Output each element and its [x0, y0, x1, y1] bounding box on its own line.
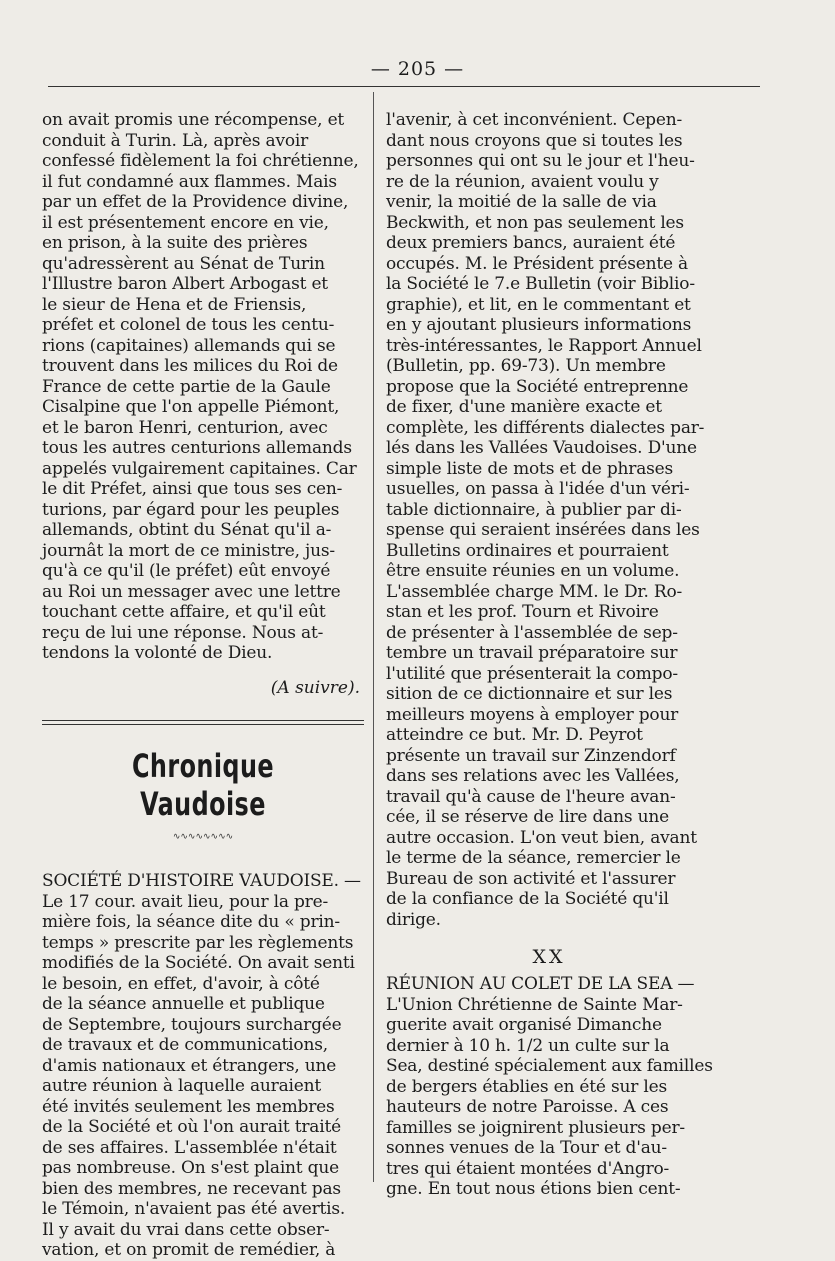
- text-line: sonnes venues de la Tour et d'au-: [386, 1138, 667, 1158]
- text-line: gne. En tout nous étions bien cent-: [386, 1179, 681, 1199]
- text-line: reçu de lui une réponse. Nous at-: [42, 622, 324, 643]
- page-number: — 205 —: [370, 58, 465, 80]
- ornament-wave: ∿∿∿∿∿∿∿∿: [172, 833, 234, 841]
- text-line: de la confiance de la Société qu'il: [386, 889, 669, 909]
- text-line: en y ajoutant plusieurs informations: [386, 315, 692, 335]
- chronique-article: [42, 871, 364, 1261]
- text-line: complète, les différents dialectes par-: [386, 417, 705, 438]
- text-line: conduit à Turin. Là, après avoir: [42, 130, 309, 151]
- text-line: temps » prescrite par les règlements: [42, 932, 354, 953]
- text-line: cée, il se réserve de lire dans une: [386, 807, 669, 827]
- text-line: il est présentement encore en vie,: [42, 212, 329, 233]
- text-line: Beckwith, et non pas seulement les: [386, 212, 684, 233]
- text-line: dernier à 10 h. 1/2 un culte sur la: [386, 1035, 670, 1056]
- text-line: tres qui étaient montées d'Angro-: [386, 1158, 670, 1179]
- text-line: (Bulletin, pp. 69-73). Un membre: [386, 356, 666, 376]
- text-line: et le baron Henri, centurion, avec: [42, 417, 328, 438]
- text-line: de Septembre, toujours surchargée: [42, 1014, 342, 1035]
- article-continuation: [42, 110, 364, 664]
- text-line: le besoin, en effet, d'avoir, à côté: [42, 973, 320, 994]
- text-line: Bureau de son activité et l'assurer: [386, 868, 676, 889]
- text-line: tendons la volonté de Dieu.: [42, 643, 273, 663]
- text-line: l'avenir, à cet inconvénient. Cepen-: [386, 110, 683, 130]
- text-line: de ses affaires. L'assemblée n'était: [42, 1137, 337, 1158]
- text-line: tous les autres centurions allemands: [42, 438, 352, 458]
- text-line: présente un travail sur Zinzendorf: [386, 745, 676, 766]
- text-line: mière fois, la séance dite du « prin-: [42, 912, 340, 932]
- text-line: par un effet de la Providence divine,: [42, 192, 349, 212]
- text-line: pas nombreuse. On s'est plaint que: [42, 1158, 339, 1178]
- text-line: tembre un travail préparatoire sur: [386, 643, 678, 663]
- text-line: SOCIÉTÉ D'HISTOIRE VAUDOISE. —: [42, 871, 361, 891]
- text-line: deux premiers bancs, auraient été: [386, 233, 676, 253]
- section-rule: [42, 724, 364, 725]
- text-line: hauteurs de notre Paroisse. A ces: [386, 1097, 669, 1117]
- text-line: en prison, à la suite des prières: [42, 233, 308, 253]
- text-line: allemands, obtint du Sénat qu'il a-: [42, 520, 332, 540]
- text-line: de bergers établies en été sur les: [386, 1076, 667, 1097]
- text-line: il fut condamné aux flammes. Mais: [42, 171, 337, 192]
- text-line: le Témoin, n'avaient pas été avertis.: [42, 1199, 346, 1219]
- text-line: propose que la Société entreprenne: [386, 376, 689, 397]
- section-separator: XX: [532, 946, 566, 968]
- text-line: on avait promis une récompense, et: [42, 110, 345, 130]
- text-line: qu'adressèrent au Sénat de Turin: [42, 253, 325, 274]
- text-line: turions, par égard pour les peuples: [42, 499, 340, 520]
- text-line: touchant cette affaire, et qu'il eût: [42, 602, 326, 622]
- text-line: usuelles, on passa à l'idée d'un véri-: [386, 479, 690, 499]
- text-line: table dictionnaire, à publier par di-: [386, 499, 682, 520]
- text-line: dirige.: [386, 909, 441, 930]
- text-line: été invités seulement les membres: [42, 1096, 335, 1117]
- text-line: travail qu'à cause de l'heure avan-: [386, 786, 676, 807]
- text-line: lés dans les Vallées Vaudoises. D'une: [386, 438, 697, 458]
- text-line: Bulletins ordinaires et pourraient: [386, 540, 669, 561]
- text-line: préfet et colonel de tous les centu-: [42, 315, 335, 335]
- right-column: [386, 110, 712, 1200]
- text-line: bien des membres, ne recevant pas: [42, 1178, 341, 1199]
- text-line: venir, la moitié de la salle de via: [386, 192, 657, 212]
- text-line: simple liste de mots et de phrases: [386, 458, 674, 479]
- text-line: qu'à ce qu'il (le préfet) eût envoyé: [42, 561, 331, 581]
- text-line: autre réunion à laquelle auraient: [42, 1076, 321, 1096]
- text-line: guerite avait organisé Dimanche: [386, 1015, 662, 1035]
- text-line: atteindre ce but. Mr. D. Peyrot: [386, 725, 643, 745]
- text-line: familles se joignirent plusieurs per-: [386, 1117, 685, 1138]
- text-line: le terme de la séance, remercier le: [386, 848, 681, 868]
- text-line: stan et les prof. Tourn et Rivoire: [386, 602, 659, 622]
- section-title: Chronique Vaudoise: [131, 747, 275, 823]
- text-line: de présenter à l'assemblée de sep-: [386, 622, 678, 643]
- text-line: occupés. M. le Président présente à: [386, 253, 688, 274]
- text-line: spense qui seraient insérées dans les: [386, 520, 700, 540]
- text-line: de la Société et où l'on aurait traité: [42, 1117, 341, 1137]
- text-line: être ensuite réunies en un volume.: [386, 561, 680, 581]
- text-line: re de la réunion, avaient voulu y: [386, 171, 659, 192]
- text-line: dans ses relations avec les Vallées,: [386, 766, 680, 786]
- left-column: [42, 110, 364, 1261]
- text-line: modifiés de la Société. On avait senti: [42, 953, 355, 973]
- text-line: journât la mort de ce ministre, jus-: [42, 540, 335, 561]
- text-line: trouvent dans les milices du Roi de: [42, 356, 338, 376]
- to-be-continued: (A suivre).: [270, 677, 360, 698]
- text-line: vation, et on promit de remédier, à: [42, 1240, 336, 1260]
- text-line: France de cette partie de la Gaule: [42, 376, 331, 397]
- text-line: graphie), et lit, en le commentant et: [386, 294, 691, 315]
- text-line: le dit Préfet, ainsi que tous ses cen-: [42, 479, 343, 499]
- text-line: autre occasion. L'on veut bien, avant: [386, 827, 697, 848]
- text-line: personnes qui ont su le jour et l'heu-: [386, 151, 695, 171]
- text-line: Cisalpine que l'on appelle Piémont,: [42, 397, 340, 417]
- text-line: d'amis nationaux et étrangers, une: [42, 1055, 337, 1076]
- text-line: dant nous croyons que si toutes les: [386, 130, 683, 151]
- text-line: de travaux et de communications,: [42, 1035, 328, 1055]
- text-line: sition de ce dictionnaire et sur les: [386, 684, 673, 704]
- section-rule: [42, 720, 364, 721]
- text-line: meilleurs moyens à employer pour: [386, 704, 679, 725]
- text-line: Sea, destiné spécialement aux familles: [386, 1056, 713, 1076]
- column-divider: [373, 92, 374, 1182]
- text-line: la Société le 7.e Bulletin (voir Biblio-: [386, 274, 695, 294]
- text-line: Le 17 cour. avait lieu, pour la pre-: [42, 891, 328, 912]
- text-line: l'Illustre baron Albert Arbogast et: [42, 274, 328, 294]
- chronique-continuation: [386, 110, 712, 930]
- text-line: de fixer, d'une manière exacte et: [386, 397, 662, 417]
- text-line: le sieur de Hena et de Friensis,: [42, 294, 307, 315]
- header-rule: [48, 86, 760, 87]
- text-line: de la séance annuelle et publique: [42, 994, 325, 1014]
- text-line: Il y avait du vrai dans cette obser-: [42, 1219, 330, 1240]
- text-line: très-intéressantes, le Rapport Annuel: [386, 335, 702, 356]
- reunion-article: [386, 974, 712, 1200]
- text-line: au Roi un messager avec une lettre: [42, 581, 341, 602]
- text-line: L'Union Chrétienne de Sainte Mar-: [386, 994, 683, 1015]
- text-line: l'utilité que présenterait la compo-: [386, 663, 678, 684]
- text-line: appelés vulgairement capitaines. Car: [42, 458, 357, 479]
- text-line: confessé fidèlement la foi chrétienne,: [42, 151, 359, 171]
- text-line: RÉUNION AU COLET DE LA SEA —: [386, 974, 695, 994]
- text-line: L'assemblée charge MM. le Dr. Ro-: [386, 581, 683, 602]
- text-line: rions (capitaines) allemands qui se: [42, 335, 336, 356]
